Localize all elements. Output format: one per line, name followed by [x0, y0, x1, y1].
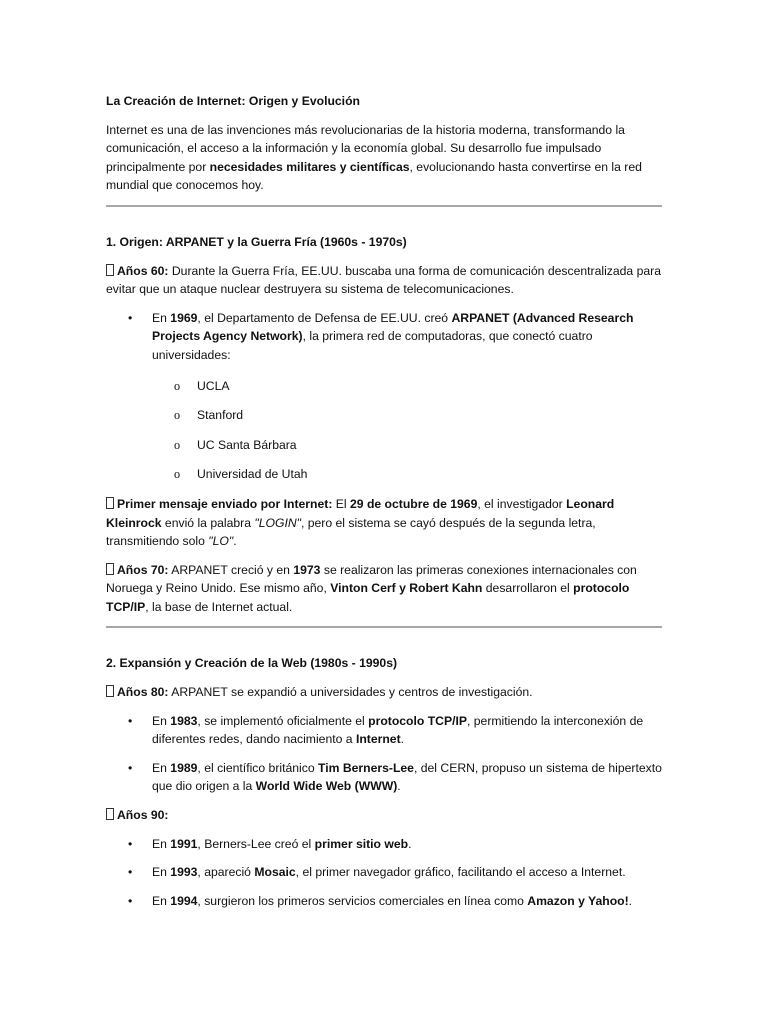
list-item: • En 1983, se implementó oficialmente el protocolo TCP/IP, permitiendo la interconexión de diferentes redes, dando nacimiento a Internet. [106, 712, 662, 749]
page-title: La Creación de Internet: Origen y Evolución [106, 94, 360, 108]
missing-glyph-icon [106, 264, 114, 276]
missing-glyph-icon [106, 497, 114, 509]
list-item: • En 1989, el científico británico Tim Berners-Lee, del CERN, propuso un sistema de hipertexto que dio origen a la World Wide Web (WWW). [106, 759, 662, 796]
paragraph-60s: Años 60: Durante la Guerra Fría, EE.UU. buscaba una forma de comunicación descentralizada para evitar que un ataque nuclear destruyera su sistema de telecomunicaciones. [106, 263, 661, 297]
section-divider [106, 205, 662, 207]
section-2-heading: 2. Expansión y Creación de la Web (1980s - 1990s) [106, 656, 398, 671]
bullet-list-1969 [106, 309, 662, 484]
section-divider [106, 626, 662, 628]
university-item: o UC Santa Bárbara [152, 436, 662, 455]
paragraph-70s: Años 70: ARPANET creció y en 1973 se realizaron las primeras conexiones internacionales con Noruega y Reino Unido. Ese mismo año, Vinton Cerf y Robert Kahn desarrollaron el protocolo TCP/IP, la base de Internet actual. [106, 562, 637, 614]
university-item: o Universidad de Utah [152, 465, 662, 484]
bullet-list-90s [106, 835, 662, 911]
list-item: • En 1993, apareció Mosaic, el primer navegador gráfico, facilitando el acceso a Internet. [106, 863, 662, 882]
missing-glyph-icon [106, 685, 114, 697]
list-item: • En 1969, el Departamento de Defensa de EE.UU. creó ARPANET (Advanced Research Projects Agency Network), la primera red de computadoras, que conectó cuatro universidades: o UCLA o Stanford o UC Santa Bárbara o Universidad de Utah [106, 309, 662, 484]
missing-glyph-icon [106, 808, 114, 820]
bullet-list-80s [106, 712, 662, 796]
university-list [152, 377, 662, 484]
document-page [106, 92, 662, 920]
list-item: • En 1994, surgieron los primeros servicios comerciales en línea como Amazon y Yahoo!. [106, 892, 662, 911]
paragraph-80s: Años 80: ARPANET se expandió a universidades y centros de investigación. [106, 683, 662, 702]
university-item: o UCLA [152, 377, 662, 396]
university-item: o Stanford [152, 406, 662, 425]
paragraph-first-message: Primer mensaje enviado por Internet: El 29 de octubre de 1969, el investigador Leonard Kleinrock envió la palabra "LOGIN", pero el sistema se cayó después de la segunda letra, transmitiendo solo "LO". [106, 496, 615, 549]
section-1-heading: 1. Origen: ARPANET y la Guerra Fría (1960s - 1970s) [106, 234, 407, 249]
intro-paragraph: Internet es una de las invenciones más revolucionarias de la historia moderna, transformando la comunicación, el acceso a la información y la economía global. Su desarrollo fue impulsado principalmente por necesidades militares y científicas, evolucionando hasta convertirse en la red mundial que conocemos hoy. [106, 122, 642, 193]
list-item: • En 1991, Berners-Lee creó el primer sitio web. [106, 835, 662, 854]
missing-glyph-icon [106, 563, 114, 575]
paragraph-90s: Años 90: [106, 806, 662, 825]
